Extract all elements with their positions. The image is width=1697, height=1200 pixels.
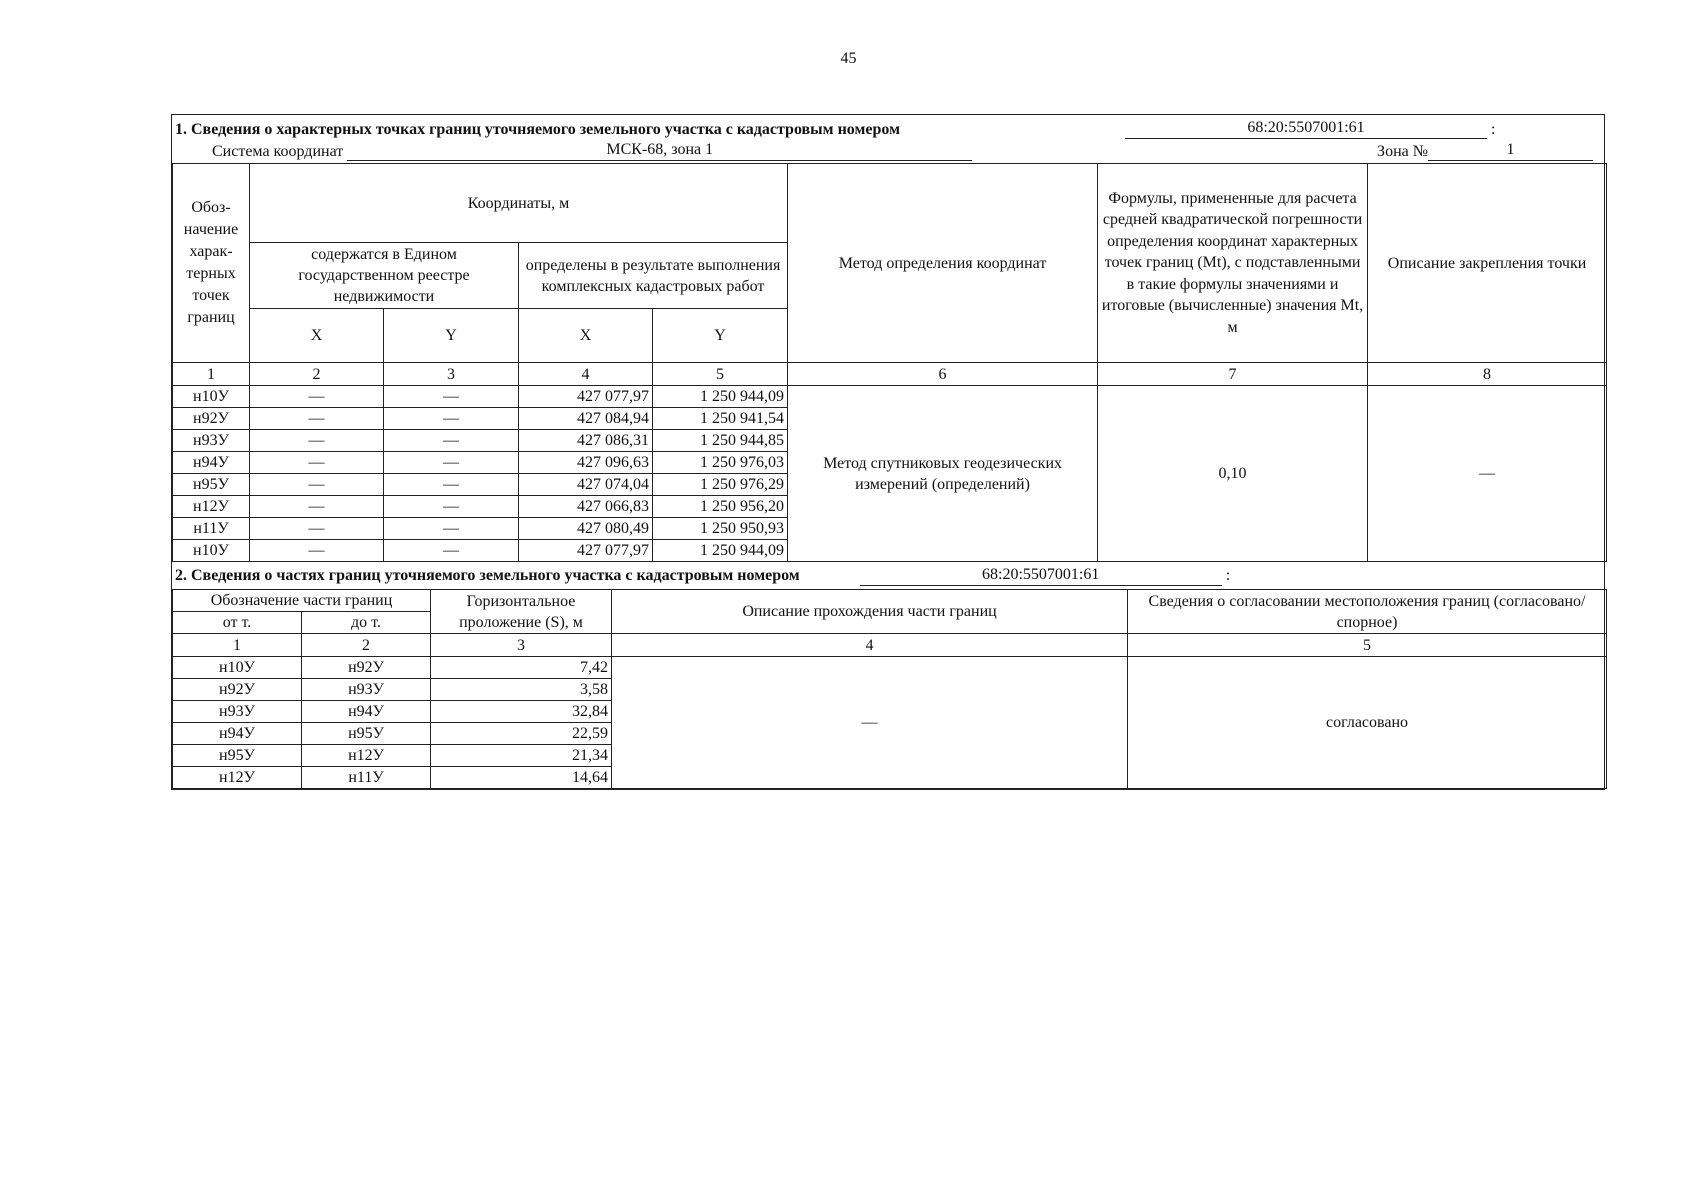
coordinates-header: Координаты, м xyxy=(250,164,788,243)
horizontal-header: Горизонтальное проложение (S), м xyxy=(431,590,612,634)
col-number: 7 xyxy=(1098,363,1368,386)
part-designation-header: Обозначение части границ xyxy=(173,590,431,612)
col-number: 8 xyxy=(1368,363,1607,386)
col-number: 4 xyxy=(519,363,653,386)
col-number: 1 xyxy=(173,363,250,386)
y-value: 1 250 944,09 xyxy=(653,386,788,408)
designation-header: Обоз-начение харак-терных точек границ xyxy=(173,164,250,363)
col-number: 3 xyxy=(431,634,612,657)
col-number: 2 xyxy=(302,634,431,657)
coord-system-label: Система координат xyxy=(212,143,344,160)
point-name: н92У xyxy=(173,408,250,430)
col-number: 2 xyxy=(250,363,384,386)
section1-colon: : xyxy=(1491,121,1496,138)
from-point: н95У xyxy=(173,745,302,767)
horizontal-value: 7,42 xyxy=(431,657,612,679)
table-row xyxy=(173,386,1607,408)
fixing-value: — xyxy=(1368,386,1607,562)
section1-header xyxy=(172,115,1604,139)
from-point: н94У xyxy=(173,723,302,745)
method-value: Метод спутниковых геодезических измерений (определений) xyxy=(788,386,1098,562)
y-egrn-value: — xyxy=(384,474,519,496)
x-egrn-value: — xyxy=(250,386,384,408)
x-egrn-value: — xyxy=(250,518,384,540)
x-works-header: X xyxy=(519,309,653,363)
point-name: н11У xyxy=(173,518,250,540)
zone-value: 1 xyxy=(1428,140,1593,161)
x-egrn-value: — xyxy=(250,430,384,452)
col-number: 4 xyxy=(612,634,1128,657)
x-value: 427 084,94 xyxy=(519,408,653,430)
x-egrn-value: — xyxy=(250,540,384,562)
from-point: н92У xyxy=(173,679,302,701)
fixing-header: Описание закрепления точки xyxy=(1368,164,1607,363)
section2-colon: : xyxy=(1225,566,1231,584)
horizontal-value: 3,58 xyxy=(431,679,612,701)
zone-label: Зона № xyxy=(1377,143,1428,160)
y-value: 1 250 950,93 xyxy=(653,518,788,540)
coord-system-line xyxy=(172,139,1604,163)
to-point: н92У xyxy=(302,657,431,679)
y-value: 1 250 956,20 xyxy=(653,496,788,518)
column-numbers-row xyxy=(173,634,1607,657)
points-table xyxy=(172,163,1607,562)
to-point: н95У xyxy=(302,723,431,745)
col-number: 5 xyxy=(653,363,788,386)
agreement-header: Сведения о согласовании местоположения границ (согласовано/спорное) xyxy=(1128,590,1607,634)
x-egrn-header: X xyxy=(250,309,384,363)
x-egrn-value: — xyxy=(250,496,384,518)
section2-cadastral-number: 68:20:5507001:61 xyxy=(860,565,1222,586)
table-row xyxy=(173,657,1607,679)
x-value: 427 074,04 xyxy=(519,474,653,496)
y-value: 1 250 944,85 xyxy=(653,430,788,452)
x-egrn-value: — xyxy=(250,474,384,496)
y-works-header: Y xyxy=(653,309,788,363)
method-header: Метод определения координат xyxy=(788,164,1098,363)
from-point: н93У xyxy=(173,701,302,723)
egrn-header: содержатся в Едином государственном реестре недвижимости xyxy=(250,243,519,309)
y-egrn-value: — xyxy=(384,496,519,518)
coord-system-value: МСК-68, зона 1 xyxy=(347,140,972,161)
section2-title: 2. Сведения о частях границ уточняемого земельного участка с кадастровым номером xyxy=(175,566,800,584)
boundary-parts-table xyxy=(172,589,1607,789)
y-egrn-header: Y xyxy=(384,309,519,363)
y-egrn-value: — xyxy=(384,452,519,474)
description-header: Описание прохождения части границ xyxy=(612,590,1128,634)
horizontal-value: 21,34 xyxy=(431,745,612,767)
col-number: 3 xyxy=(384,363,519,386)
y-egrn-value: — xyxy=(384,518,519,540)
column-numbers-row xyxy=(173,363,1607,386)
works-header: определены в результате выполнения комплексных кадастровых работ xyxy=(519,243,788,309)
point-name: н12У xyxy=(173,496,250,518)
point-name: н10У xyxy=(173,386,250,408)
col-number: 5 xyxy=(1128,634,1607,657)
x-value: 427 080,49 xyxy=(519,518,653,540)
from-header: от т. xyxy=(173,612,302,634)
point-name: н94У xyxy=(173,452,250,474)
x-value: 427 066,83 xyxy=(519,496,653,518)
col-number: 1 xyxy=(173,634,302,657)
from-point: н12У xyxy=(173,767,302,789)
to-point: н94У xyxy=(302,701,431,723)
y-egrn-value: — xyxy=(384,540,519,562)
x-value: 427 086,31 xyxy=(519,430,653,452)
x-value: 427 096,63 xyxy=(519,452,653,474)
x-egrn-value: — xyxy=(250,408,384,430)
point-name: н10У xyxy=(173,540,250,562)
col-number: 6 xyxy=(788,363,1098,386)
y-value: 1 250 941,54 xyxy=(653,408,788,430)
y-egrn-value: — xyxy=(384,408,519,430)
point-name: н93У xyxy=(173,430,250,452)
x-egrn-value: — xyxy=(250,452,384,474)
section1-title: 1. Сведения о характерных точках границ уточняемого земельного участка с кадастровым номером xyxy=(175,121,900,138)
agreement-value: согласовано xyxy=(1128,657,1607,789)
x-value: 427 077,97 xyxy=(519,386,653,408)
to-header: до т. xyxy=(302,612,431,634)
point-name: н95У xyxy=(173,474,250,496)
section2-header xyxy=(172,562,1604,589)
section1-cadastral-number: 68:20:5507001:61 xyxy=(1125,118,1487,139)
mt-value: 0,10 xyxy=(1098,386,1368,562)
y-egrn-value: — xyxy=(384,386,519,408)
from-point: н10У xyxy=(173,657,302,679)
to-point: н93У xyxy=(302,679,431,701)
y-egrn-value: — xyxy=(384,430,519,452)
horizontal-value: 32,84 xyxy=(431,701,612,723)
boundary-document xyxy=(171,114,1605,790)
y-value: 1 250 976,03 xyxy=(653,452,788,474)
description-value: — xyxy=(612,657,1128,789)
horizontal-value: 14,64 xyxy=(431,767,612,789)
y-value: 1 250 944,09 xyxy=(653,540,788,562)
y-value: 1 250 976,29 xyxy=(653,474,788,496)
to-point: н11У xyxy=(302,767,431,789)
to-point: н12У xyxy=(302,745,431,767)
page-number: 45 xyxy=(840,50,857,67)
x-value: 427 077,97 xyxy=(519,540,653,562)
formulas-header: Формулы, примененные для расчета средней квадратической погрешности определения координат характерных точек границ (Mt), с подставленными в такие формулы значениями и итоговые (вычисленные) значения Mt, м xyxy=(1098,164,1368,363)
horizontal-value: 22,59 xyxy=(431,723,612,745)
